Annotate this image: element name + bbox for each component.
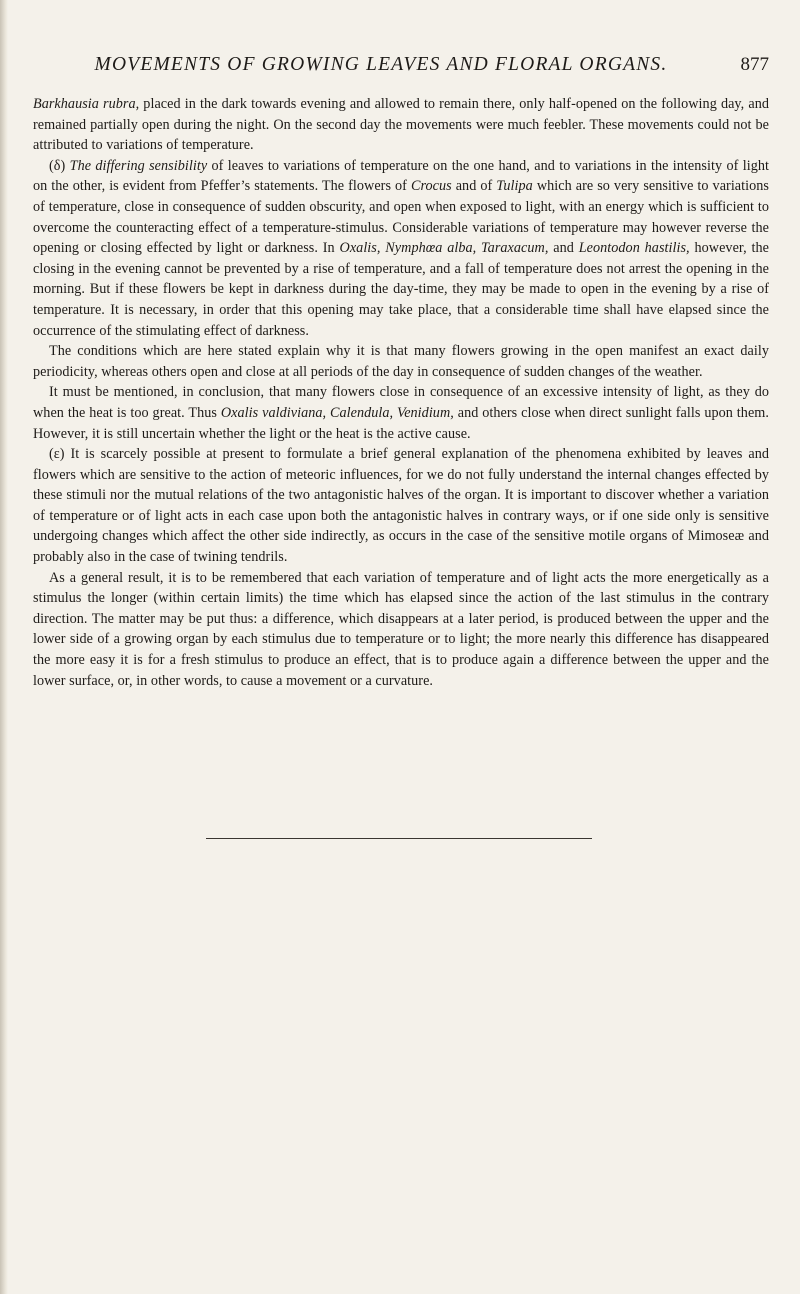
text-run: and others close when direct sunlight falls upon them. However, it is still uncertain whether the light or the heat is the active cause. [33, 404, 769, 442]
page-number: 877 [740, 54, 769, 75]
body-text [33, 94, 769, 691]
paragraph [33, 156, 769, 341]
paragraph [33, 382, 769, 444]
italic-text: Crocus [410, 178, 452, 195]
text-run: however, the closing in the evening cannot be prevented by a rise of temperature, and a fall of temperature does not arrest the opening in the morning. But if these flowers be kept in darkness during the day-time, they may be made to open in the evening by a rise of temperature. It is necessary, in order that this opening may take place, that a considerable time shall have elapsed since the occurrence of the stimulating effect of darkness. [33, 240, 770, 339]
text-run: As a general result, it is to be remembered that each variation of temperature and of light acts the more energetically as a stimulus the longer (within certain limits) the time which has elapsed since the action of the last stimulus in the contrary direction. The matter may be put thus: a difference, which disappears at a later period, is produced between the upper and the lower side of a growing organ by each stimulus due to temperature or to light; the more nearly this difference has disappeared the more easy it is for a fresh stimulus to produce an effect, that is to produce again a difference between the upper and the lower surface, or, in other words, to cause a movement or a curvature. [33, 569, 769, 689]
text-run: of leaves to variations of temperature on the one hand, and to variations in the intensity of light on the other, is evident from Pfeffer’s statements. The flowers of [33, 157, 769, 195]
text-run: It must be mentioned, in conclusion, that many flowers close in consequence of an excessive intensity of light, as they do when the heat is too great. Thus [33, 384, 769, 421]
paragraph [33, 568, 769, 692]
paragraph [33, 94, 769, 156]
text-run: (ε) It is scarcely possible at present to formulate a brief general explanation of the phenomena exhibited by leaves and flowers which are sensitive to the action of meteoric influences, for we do not fully understand the internal changes effected by these stimuli nor the mutual relations of the two antagonistic halves of the organ. It is important to discover whether a variation of temperature or of light acts in each case upon both the antagonistic halves in contrary ways, or if one side only is sensitive undergoing changes which affect the other side indirectly, as occurs in the case of the sensitive motile organs of Mimoseæ and probably also in the case of twining tendrils. [33, 446, 769, 566]
running-head [33, 54, 769, 84]
running-title: MOVEMENTS OF GROWING LEAVES AND FLORAL ORGANS. [94, 54, 668, 75]
text-run: which are so very sensitive to variations of temperature, close in consequence of sudden obscurity, and open when exposed to light, with an energy which is sufficient to overcome the counteracting effect of a temperature-stimulus. Considerable variations of temperature may however reverse the opening or closing effected by light or darkness. In [33, 178, 769, 257]
text-run: and [548, 240, 579, 257]
text-run: (δ) [49, 157, 70, 174]
italic-text: Barkhausia rubra, [33, 96, 140, 112]
italic-text: Tulipa [496, 178, 533, 195]
italic-text: Oxalis, Nymphœa alba, Taraxacum, [339, 240, 549, 257]
italic-text: The differing sensibility [69, 157, 208, 174]
italic-text: Oxalis valdiviana, Calendula, Venidium, [220, 404, 454, 421]
text-run: The conditions which are here stated explain why it is that many flowers growing in the open manifest an exact daily periodicity, whereas others open and close at all periods of the day in consequence of sudden changes of the weather. [33, 343, 769, 380]
paragraph [33, 341, 769, 382]
italic-text: Leontodon hastilis, [578, 240, 690, 257]
text-run: placed in the dark towards evening and allowed to remain there, only half-opened on the following day, and remained partially open during the night. On the second day the movements were much feebler. These movements could not be attributed to variations of temperature. [33, 96, 769, 154]
page-binding-edge [0, 0, 8, 1294]
book-page [33, 54, 769, 691]
end-rule [206, 838, 592, 839]
paragraph [33, 444, 769, 568]
text-run: and of [451, 178, 497, 195]
